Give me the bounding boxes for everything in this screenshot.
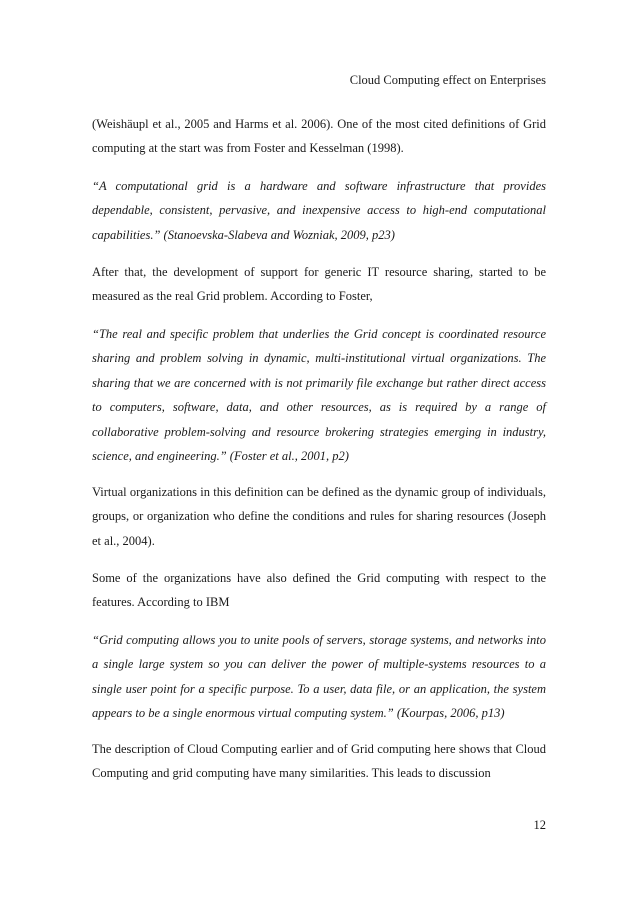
- paragraph-resource-sharing: After that, the development of support for generic IT resource sharing, started to be measured as the real Grid problem. According to Foster,: [92, 265, 546, 304]
- paragraph-ibm-intro: Some of the organizations have also defined the Grid computing with respect to the features. According to IBM: [92, 571, 546, 610]
- running-header: Cloud Computing effect on Enterprises: [349, 73, 546, 87]
- quote-ibm-grid: “Grid computing allows you to unite pools of servers, storage systems, and networks into a single large system so you can deliver the power of multiple-systems resources to a single user point for a specific purpose. To a user, data file, or an application, the system appears to be a single enormous virtual computing system.” (Kourpas, 2006, p13): [92, 633, 546, 721]
- paragraph-grid-intro: (Weishäupl et al., 2005 and Harms et al. 2006). One of the most cited definitions of Grid computing at the start was from Foster and Kesselman (1998).: [92, 117, 546, 156]
- paragraph-cloud-vs-grid: The description of Cloud Computing earlier and of Grid computing here shows that Cloud Computing and grid computing have many similarities. This leads to discussion: [92, 742, 546, 781]
- page-number: 12: [533, 818, 546, 832]
- paragraph-virtual-organizations: Virtual organizations in this definition can be defined as the dynamic group of individuals, groups, or organization who define the conditions and rules for sharing resources (Joseph et al., 2004).: [92, 485, 546, 548]
- quote-computational-grid: “A computational grid is a hardware and software infrastructure that provides dependable, consistent, pervasive, and inexpensive access to high-end computational capabilities.” (Stanoevska-Slabeva and Wozniak, 2009, p23): [92, 179, 546, 242]
- quote-foster-grid-problem: “The real and specific problem that underlies the Grid concept is coordinated resource sharing and problem solving in dynamic, multi-institutional virtual organizations. The sharing that we are concerned with is not primarily file exchange but rather direct access to computers, software, data, and other resources, as is required by a range of collaborative problem-solving and resource brokering strategies emerging in industry, science, and engineering.” (Foster et al., 2001, p2): [92, 327, 546, 464]
